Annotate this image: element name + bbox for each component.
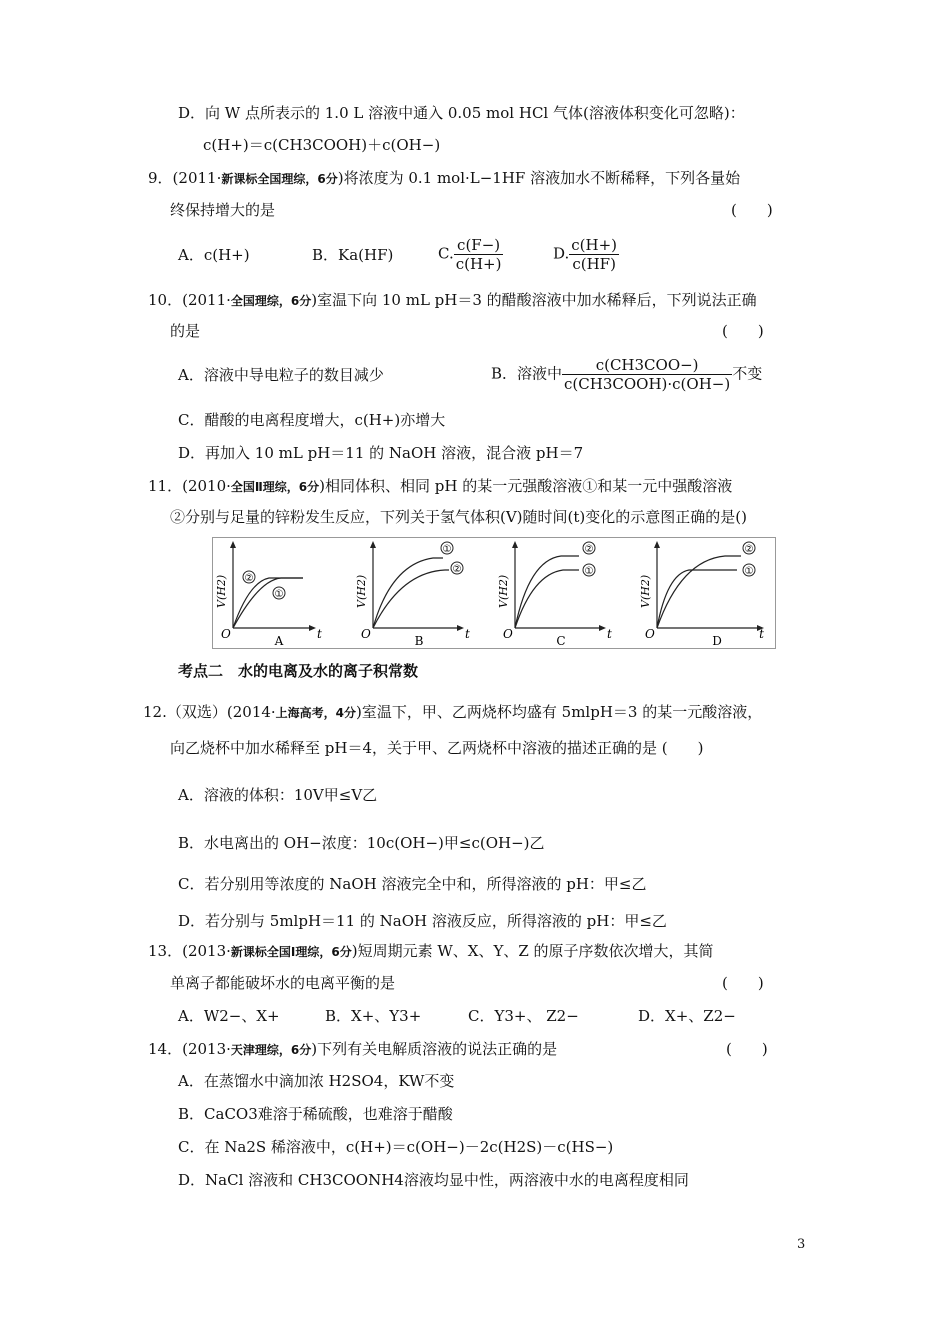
q12-line2: 向乙烧杯中加水稀释至 pH＝4，关于甲、乙两烧杯中溶液的描述正确的是 ( ) [170,739,704,757]
fraction-numerator: c(F−) [454,236,504,255]
source-open: (2013· [182,942,231,960]
q11-line1 [148,476,732,497]
q13-option-a: A．W2−、X+ [178,1007,280,1025]
source-close: ) [351,942,358,960]
q13-line1 [148,941,714,962]
q9-option-d [553,236,619,273]
q9-answer-paren: ( ) [731,201,773,219]
question-number: 14． [148,1040,183,1058]
marker-1: ① [274,589,284,600]
marker-2: ② [744,544,754,555]
marker-1: ① [744,566,754,577]
graph-b [353,538,493,648]
graph-letter: A [274,634,284,648]
q9-line1 [148,168,740,189]
q13-option-c: C．Y3+、 Z2− [468,1007,579,1025]
graph-c [495,538,635,648]
q8-option-d-formula: c(H+)＝c(CH3COOH)＋c(OH−) [203,136,441,154]
y-axis-arrow [512,541,518,548]
x-axis-arrow [599,625,606,631]
q11-figure [212,537,776,649]
graph-letter: B [414,634,424,648]
q8-option-d [178,103,745,123]
graph-letter: C [556,634,566,648]
source-close: ) [356,703,362,721]
question-number: 11． [148,477,183,495]
graph-a [213,538,353,648]
source-close: ) [311,291,318,309]
source-open: (2013· [182,1040,231,1058]
origin-label: O [503,627,513,641]
fraction-denominator: c(H+) [455,255,502,273]
q10-answer-paren: ( ) [722,322,764,340]
marker-2: ② [244,573,254,584]
question-text: 相同体积、相同 pH 的某一元强酸溶液①和某一元中强酸溶液 [325,477,733,495]
x-axis-arrow [457,625,464,631]
question-number: 13． [148,942,183,960]
y-axis-label: V(H2) [639,574,652,608]
question-source: 全国理综，6分 [230,294,312,308]
y-axis-arrow [370,541,376,548]
origin-label: O [221,627,231,641]
marker-1: ① [442,544,452,555]
question-text: 室温下，甲、乙两烧杯均盛有 5mlpH＝3 的某一元酸溶液， [361,703,763,721]
t-axis-label: t [317,627,322,641]
option-tail: 不变 [732,364,763,383]
t-axis-label: t [465,627,470,641]
t-axis-label: t [759,627,764,641]
graph-c-svg [495,538,635,648]
curve-2 [233,578,303,628]
q13-option-b: B．X+、Y3+ [325,1007,422,1025]
q12-option-d: D．若分别与 5mlpH＝11 的 NaOH 溶液反应，所得溶液的 pH：甲≤乙 [178,912,667,930]
option-text: 向 W 点所表示的 1.0 L 溶液中通入 0.05 mol HCl 气体(溶液体积变化可忽略)： [205,104,745,122]
y-axis-label: V(H2) [497,574,510,608]
q12-line1 [143,702,762,723]
marker-2: ② [452,564,462,575]
q14-answer-paren: ( ) [726,1040,768,1058]
y-axis-label: V(H2) [215,574,228,608]
graph-b-svg [353,538,493,648]
page-number: 3 [797,1237,806,1252]
origin-label: O [361,627,371,641]
y-axis-label: V(H2) [355,574,368,608]
y-axis-arrow [654,541,660,548]
question-number: 10． [148,291,183,309]
question-source: 天津理综，6分 [230,1043,312,1057]
fraction-numerator: c(H+) [571,236,618,254]
fraction-denominator: c(HF) [572,255,616,273]
fraction-denominator: c(CH3COOH)·c(OH−) [564,375,731,393]
q14-option-b: B．CaCO3难溶于稀硫酸，也难溶于醋酸 [178,1105,453,1123]
marker-2: ② [584,544,594,555]
q13-answer-paren: ( ) [722,974,764,992]
curve-1 [515,570,579,628]
marker-1: ① [584,566,594,577]
question-source: 新课标全国理综，6分 [221,172,338,186]
question-number: 12. [143,703,167,721]
q10-line2: 的是 [170,322,201,340]
q13-option-d: D．X+、Z2− [638,1007,736,1025]
question-text: 下列有关电解质溶液的说法正确的是 [317,1040,558,1058]
graph-a-svg [213,538,353,648]
q12-option-a: A．溶液的体积：10V甲≤V乙 [178,786,378,804]
option-label: D． [178,104,206,122]
q14-option-a: A．在蒸馏水中滴加浓 H2SO4，KW不变 [178,1072,455,1090]
curve-1 [373,558,443,628]
q12-option-c: C．若分别用等浓度的 NaOH 溶液完全中和，所得溶液的 pH：甲≤乙 [178,875,647,893]
question-number: 9． [148,169,173,187]
t-axis-label: t [607,627,612,641]
q10-option-b [491,356,762,393]
question-source: 全国Ⅱ理综，6分 [230,480,320,494]
source-close: ) [311,1040,318,1058]
q10-option-a: A．溶液中导电粒子的数目减少 [178,366,384,384]
q11-line2: ②分别与足量的锌粉发生反应，下列关于氢气体积(V)随时间(t)变化的示意图正确的是() [170,508,747,526]
question-text: 将浓度为 0.1 mol·L−1HF 溶液加水不断稀释，下列各量始 [343,169,741,187]
source-open: (2011· [172,169,222,187]
q10-option-c: C．醋酸的电离程度增大，c(H+)亦增大 [178,411,446,429]
q14-line1 [148,1039,557,1060]
q10-line1 [148,290,757,311]
question-text: 短周期元素 W、X、Y、Z 的原子序数依次增大，其简 [357,942,714,960]
source-open: (2010· [182,477,231,495]
option-label: B．溶液中 [491,364,563,383]
curve-2 [515,556,579,628]
fraction [454,236,504,273]
q10-option-d: D．再加入 10 mL pH＝11 的 NaOH 溶液，混合液 pH＝7 [178,444,584,462]
section-heading: 考点二 水的电离及水的离子积常数 [178,662,419,680]
question-source: 上海高考，4分 [275,706,357,720]
option-label: C. [438,244,454,263]
q13-line2: 单离子都能破坏水的电离平衡的是 [170,974,396,992]
x-axis-arrow [309,625,316,631]
curve-2 [657,556,741,628]
option-label: D. [553,244,570,263]
question-text: 室温下向 10 mL pH＝3 的醋酸溶液中加水稀释后，下列说法正确 [317,291,757,309]
fraction-numerator: c(CH3COO−) [562,356,732,375]
graph-d-svg [637,538,775,648]
source-close: ) [337,169,344,187]
question-source: 新课标全国Ⅰ理综，6分 [230,945,352,959]
q9-option-a: A．c(H+) [178,246,250,264]
fraction [562,356,732,393]
source-open: (2014· [226,703,276,721]
question-tag: （双选） [166,703,227,721]
graph-d [637,538,775,648]
fraction [569,236,619,273]
y-axis-arrow [230,541,236,548]
q9-option-b: B．Ka(HF) [312,246,394,264]
source-close: ) [319,477,326,495]
q9-option-c [438,236,503,273]
q14-option-d: D．NaCl 溶液和 CH3COONH4溶液均显中性，两溶液中水的电离程度相同 [178,1171,689,1189]
source-open: (2011· [182,291,231,309]
q12-option-b: B．水电离出的 OH−浓度：10c(OH−)甲≤c(OH−)乙 [178,834,545,852]
q9-line2: 终保持增大的是 [170,201,276,219]
q14-option-c: C．在 Na2S 稀溶液中，c(H+)＝c(OH−)－2c(H2S)－c(HS−) [178,1138,614,1156]
graph-letter: D [712,634,722,648]
curve-1 [657,570,737,628]
origin-label: O [645,627,655,641]
